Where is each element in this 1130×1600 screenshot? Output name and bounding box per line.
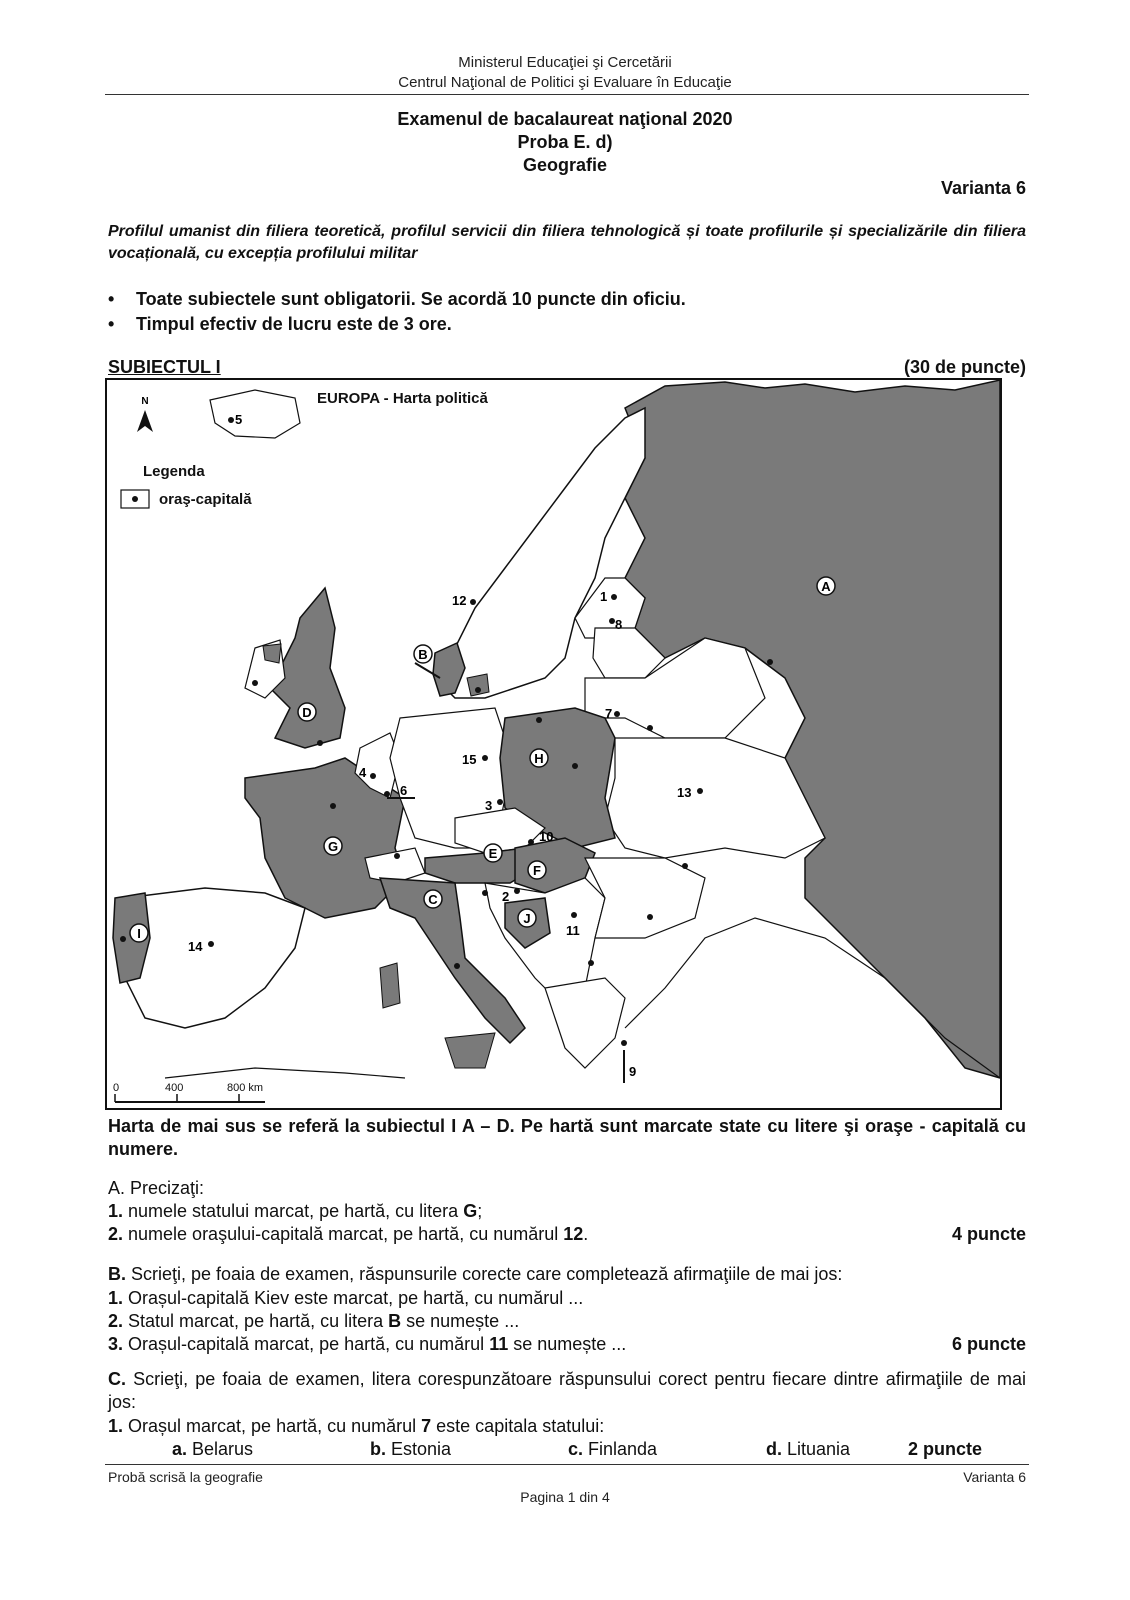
bullet-item: • Timpul efectiv de lucru este de 3 ore. — [108, 314, 452, 334]
state-marker-d — [298, 703, 316, 721]
sardinia-shape — [380, 963, 400, 1008]
section-b-item-3 — [108, 1334, 626, 1355]
svg-text:12: 12 — [452, 593, 467, 608]
svg-text:I: I — [137, 926, 141, 941]
section-a-item-2 — [108, 1224, 588, 1245]
svg-text:J: J — [523, 911, 531, 926]
header-divider — [105, 94, 1029, 95]
section-b-intro — [108, 1264, 842, 1285]
answer-options — [108, 1439, 1008, 1463]
section-c-item-1 — [108, 1416, 604, 1437]
item-highlight: 11 — [489, 1334, 509, 1354]
svg-text:D: D — [302, 705, 312, 720]
exam-subtitle: Proba E. d) — [517, 132, 613, 152]
profile-text: Profilul umanist din filiera teoretică, profilul servicii din filiera tehnologică și toate profilurile și specializările din filiera vocațională, cu excepția profilului militar — [108, 223, 1026, 262]
svg-text:9: 9 — [629, 1064, 637, 1079]
item-text-end: este capitala statului: — [431, 1416, 605, 1436]
section-c-text: Scrieţi, pe foaia de examen, litera corespunzătoare răspunsului corect pentru fiecare dintre afirmaţiile de mai jos: — [108, 1369, 1026, 1412]
scale-label-0: 0 — [113, 1082, 120, 1094]
footer-left: Probă scrisă la geografie — [108, 1469, 263, 1485]
item-number: 1. — [108, 1288, 124, 1308]
subject-name: Geografie — [522, 155, 608, 175]
variant-label: Varianta 6 — [940, 178, 1026, 198]
subject-label: SUBIECTUL I — [108, 357, 221, 377]
scale-label-400: 400 — [165, 1082, 184, 1094]
legend-label: oraş-capitală — [159, 491, 252, 508]
svg-text:3: 3 — [485, 798, 493, 813]
svg-text:11: 11 — [566, 923, 580, 938]
item-highlight: 12 — [563, 1224, 584, 1244]
svg-text:6: 6 — [400, 783, 408, 798]
item-text: Orașul marcat, pe hartă, cu numărul — [123, 1416, 422, 1436]
north-label: N — [141, 396, 149, 407]
item-highlight: B — [388, 1311, 402, 1331]
item-highlight: 7 — [421, 1416, 432, 1436]
svg-text:5: 5 — [235, 412, 243, 427]
option-d: d. Lituania — [766, 1439, 851, 1459]
item-text-end: se numește ... — [401, 1311, 520, 1331]
item-number: 2. — [108, 1224, 124, 1244]
item-number: 1. — [108, 1201, 124, 1221]
state-marker-j — [518, 909, 536, 927]
item-text: Orașul-capitală marcat, pe hartă, cu numărul — [123, 1334, 490, 1354]
item-text: Orașul-capitală Kiev este marcat, pe hartă, cu numărul ... — [123, 1288, 584, 1308]
svg-text:7: 7 — [605, 706, 613, 721]
footer-right: Varianta 6 — [963, 1469, 1026, 1485]
section-a-label: A. — [108, 1178, 126, 1198]
item-highlight: G — [463, 1201, 478, 1221]
state-marker-f — [528, 861, 546, 879]
option-a: a. Belarus — [172, 1439, 254, 1459]
svg-text:G: G — [327, 839, 339, 854]
item-number: 1. — [108, 1416, 124, 1436]
europe-political-map — [105, 378, 1002, 1110]
item-text-end: se numește ... — [508, 1334, 627, 1354]
item-text: Statul marcat, pe hartă, cu litera — [123, 1311, 389, 1331]
svg-text:4: 4 — [359, 765, 367, 780]
item-number: 2. — [108, 1311, 124, 1331]
state-marker-a — [817, 577, 835, 595]
svg-text:C: C — [428, 892, 438, 907]
bullet-text: Timpul efectiv de lucru este de 3 ore. — [136, 314, 452, 334]
item-text-end: ; — [477, 1201, 483, 1221]
item-text-end: . — [583, 1224, 589, 1244]
item-number: 3. — [108, 1334, 124, 1354]
section-c-label: C. — [108, 1369, 126, 1389]
section-a-item-1 — [108, 1201, 482, 1222]
page-number: Pagina 1 din 4 — [520, 1489, 610, 1505]
section-a-text: Precizaţi: — [125, 1178, 205, 1198]
option-c: c. Finlanda — [568, 1439, 658, 1459]
section-a-intro — [108, 1178, 204, 1199]
state-marker-c — [424, 890, 442, 908]
legend-capital-symbol — [121, 490, 149, 508]
state-marker-g — [324, 837, 342, 855]
state-marker-h — [530, 749, 548, 767]
svg-text:10: 10 — [539, 829, 554, 844]
svg-text:2: 2 — [502, 889, 510, 904]
state-marker-b — [414, 645, 432, 663]
map-title: EUROPA - Harta politică — [317, 390, 488, 407]
svg-text:H: H — [534, 751, 544, 766]
svg-text:8: 8 — [615, 617, 623, 632]
svg-text:1: 1 — [600, 589, 608, 604]
state-marker-e — [484, 844, 502, 862]
exam-title: Examenul de bacalaureat naţional 2020 — [397, 109, 733, 129]
ministry-name: Ministerul Educaţiei şi Cercetării — [458, 54, 672, 71]
svg-text:14: 14 — [188, 939, 203, 954]
item-text: numele oraşului-capitală marcat, pe hartă, cu numărul — [123, 1224, 564, 1244]
section-c-intro — [108, 1368, 1026, 1414]
svg-text:E: E — [488, 846, 498, 861]
state-marker-i — [130, 924, 148, 942]
map-note: Harta de mai sus se referă la subiectul I A – D. Pe hartă sunt marcate state cu litere şi oraşe - capitală cu numere. — [108, 1116, 1026, 1159]
svg-text:F: F — [533, 863, 541, 878]
bullet-item: • Toate subiectele sunt obligatorii. Se acordă 10 puncte din oficiu. — [108, 289, 686, 309]
option-b: b. Estonia — [370, 1439, 452, 1459]
svg-text:15: 15 — [462, 752, 477, 767]
subject-points: (30 de puncte) — [903, 357, 1026, 377]
section-a-points: 4 puncte — [951, 1224, 1026, 1244]
bullet-text: Toate subiectele sunt obligatorii. Se acordă 10 puncte din oficiu. — [136, 289, 686, 309]
legend-title: Legenda — [143, 463, 205, 480]
svg-text:A: A — [821, 579, 831, 594]
section-b-points: 6 puncte — [951, 1334, 1026, 1354]
northern-ireland-shape — [263, 644, 281, 663]
svg-text:B: B — [418, 647, 428, 662]
center-name: Centrul Naţional de Politici şi Evaluare în Educaţie — [398, 74, 732, 91]
item-text: numele statului marcat, pe hartă, cu litera — [123, 1201, 464, 1221]
svg-text:13: 13 — [677, 785, 692, 800]
section-b-item-1 — [108, 1288, 583, 1309]
section-b-label: B. — [108, 1264, 126, 1284]
subject-heading — [108, 357, 1026, 378]
section-b-text: Scrieţi, pe foaia de examen, răspunsurile corecte care completează afirmaţiile de mai jos: — [126, 1264, 843, 1284]
section-c-points: 2 puncte — [907, 1439, 982, 1459]
scale-label-800: 800 km — [227, 1082, 264, 1094]
footer-divider — [105, 1464, 1029, 1465]
section-b-item-2 — [108, 1311, 519, 1332]
